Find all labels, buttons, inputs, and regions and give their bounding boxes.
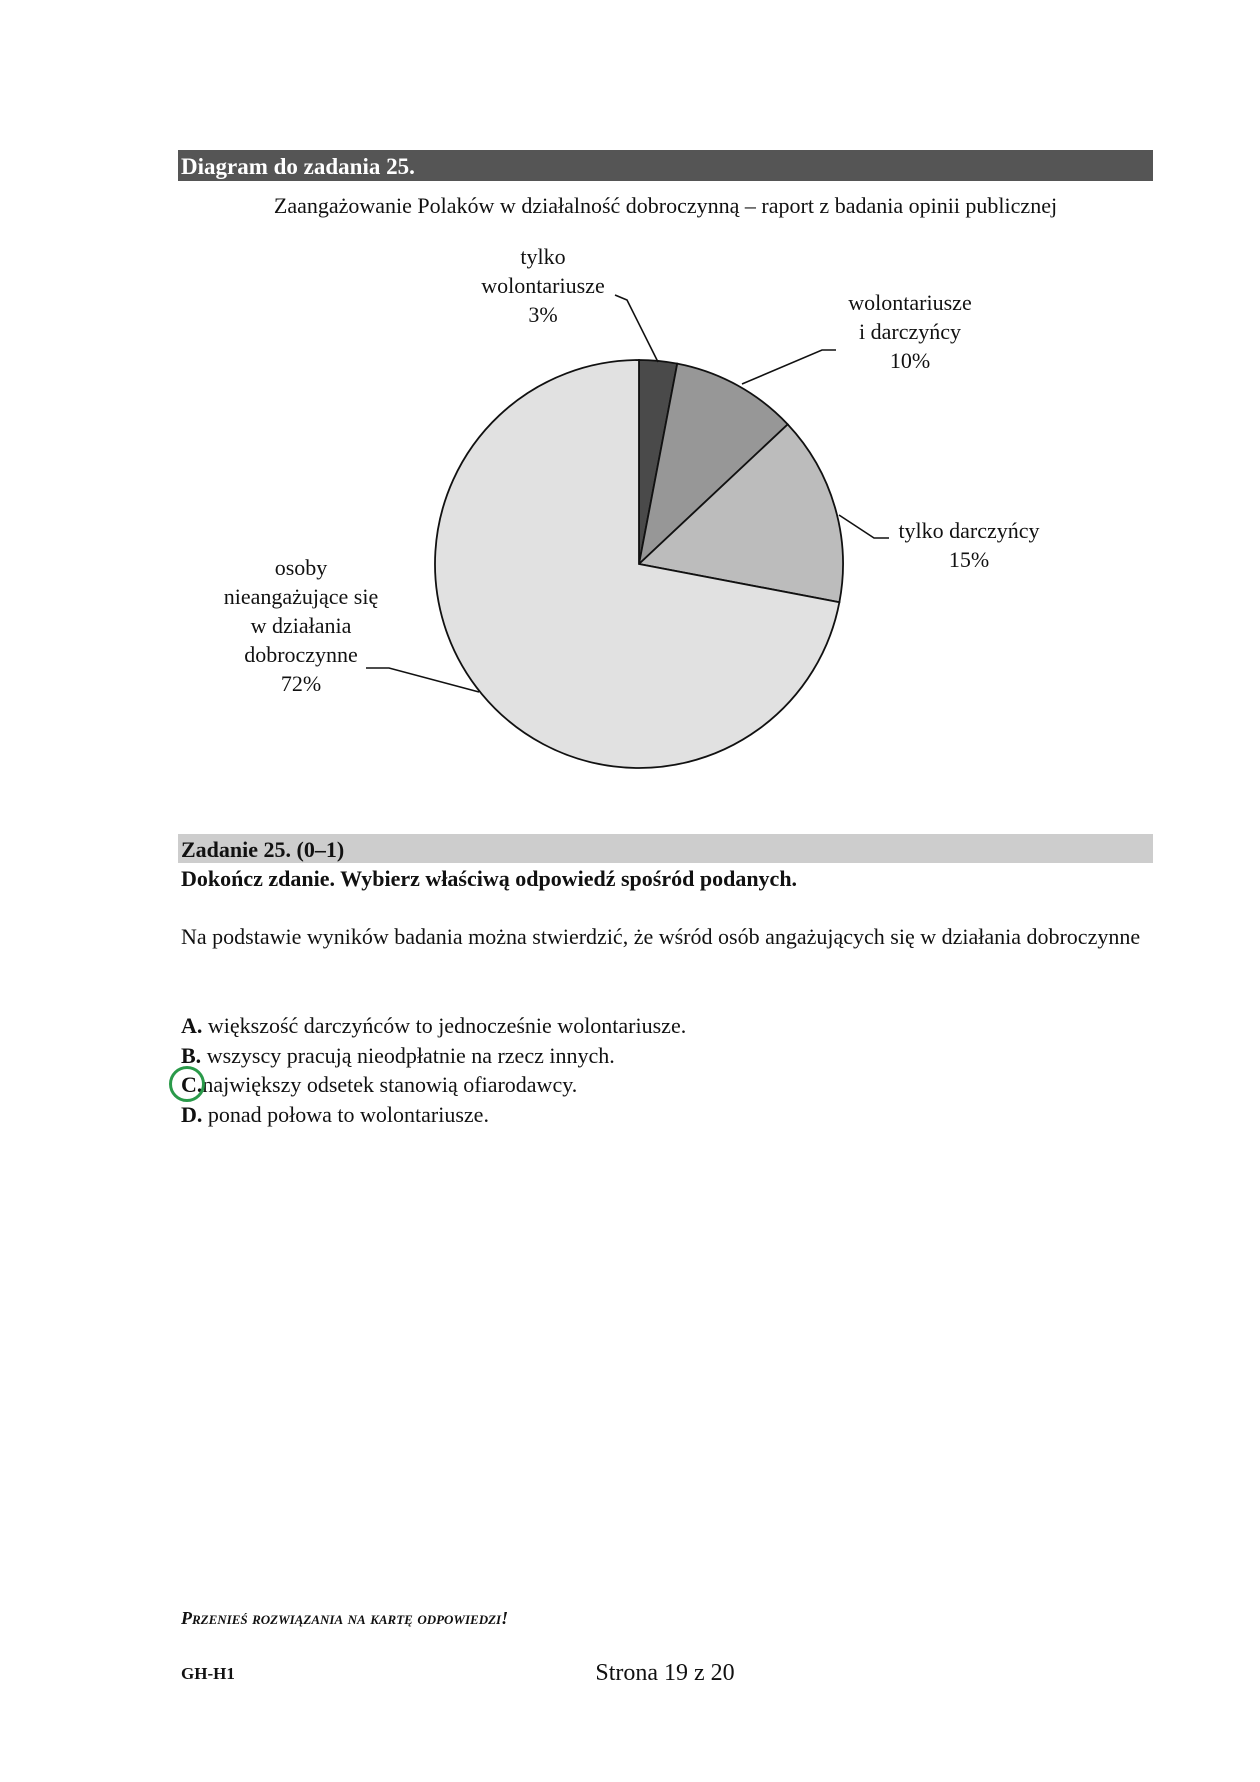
label-line: wolontariusze — [481, 273, 605, 298]
task-question: Na podstawie wyników badania można stwierdzić, że wśród osób angażujących się w działania dobroczynne — [181, 924, 1141, 949]
label-line: wolontariusze — [848, 290, 972, 315]
task-instruction: Dokończ zdanie. Wybierz właściwą odpowiedź spośród podanych. — [181, 866, 798, 891]
slice-label-volunteers-and-donors — [810, 288, 1010, 375]
option-text: większość darczyńców to jednocześnie wolontariusze. — [207, 1013, 687, 1038]
option-a[interactable] — [181, 1011, 686, 1041]
slice-label-not-engaged — [191, 553, 411, 698]
label-line: dobroczynne — [244, 642, 358, 667]
data-label: 3% — [528, 302, 558, 327]
label-line: i darczyńcy — [859, 319, 961, 344]
label-line: tylko — [520, 244, 566, 269]
exam-code: GH-H1 — [181, 1664, 235, 1683]
label-line: w działania — [250, 613, 352, 638]
slice-label-only-donors — [869, 516, 1069, 574]
option-letter: B. — [181, 1042, 202, 1068]
option-letter: C. — [181, 1072, 203, 1097]
option-d[interactable] — [181, 1100, 686, 1130]
transfer-note: Przenieś rozwiązania na kartę odpowiedzi! — [181, 1608, 509, 1628]
option-letter: D. — [181, 1101, 203, 1127]
option-text: wszyscy pracują nieodpłatnie na rzecz innych. — [206, 1042, 615, 1068]
selected-answer-circle — [169, 1066, 205, 1102]
chart-title: Zaangażowanie Polaków w działalność dobroczynną – raport z badania opinii publicznej — [273, 193, 1058, 218]
label-line: nieangażujące się — [223, 584, 379, 609]
label-line: osoby — [274, 555, 328, 580]
option-letter: A. — [181, 1013, 203, 1038]
data-label: 10% — [889, 348, 931, 373]
option-text: ponad połowa to wolontariusze. — [207, 1101, 489, 1127]
data-label: 15% — [948, 547, 990, 572]
pie-chart — [0, 0, 1260, 820]
slice-label-only-volunteers — [443, 242, 643, 329]
answer-options — [181, 1011, 686, 1129]
option-text: największy odsetek stanowią ofiarodawcy. — [202, 1072, 578, 1097]
task-header: Zadanie 25. (0–1) — [178, 834, 1153, 863]
diagram-section-header: Diagram do zadania 25. — [178, 150, 1153, 181]
option-c[interactable] — [181, 1070, 686, 1100]
option-b[interactable] — [181, 1041, 686, 1071]
page-number: Strona 19 z 20 — [595, 1660, 735, 1686]
label-line: tylko darczyńcy — [898, 518, 1040, 543]
data-label: 72% — [280, 671, 322, 696]
